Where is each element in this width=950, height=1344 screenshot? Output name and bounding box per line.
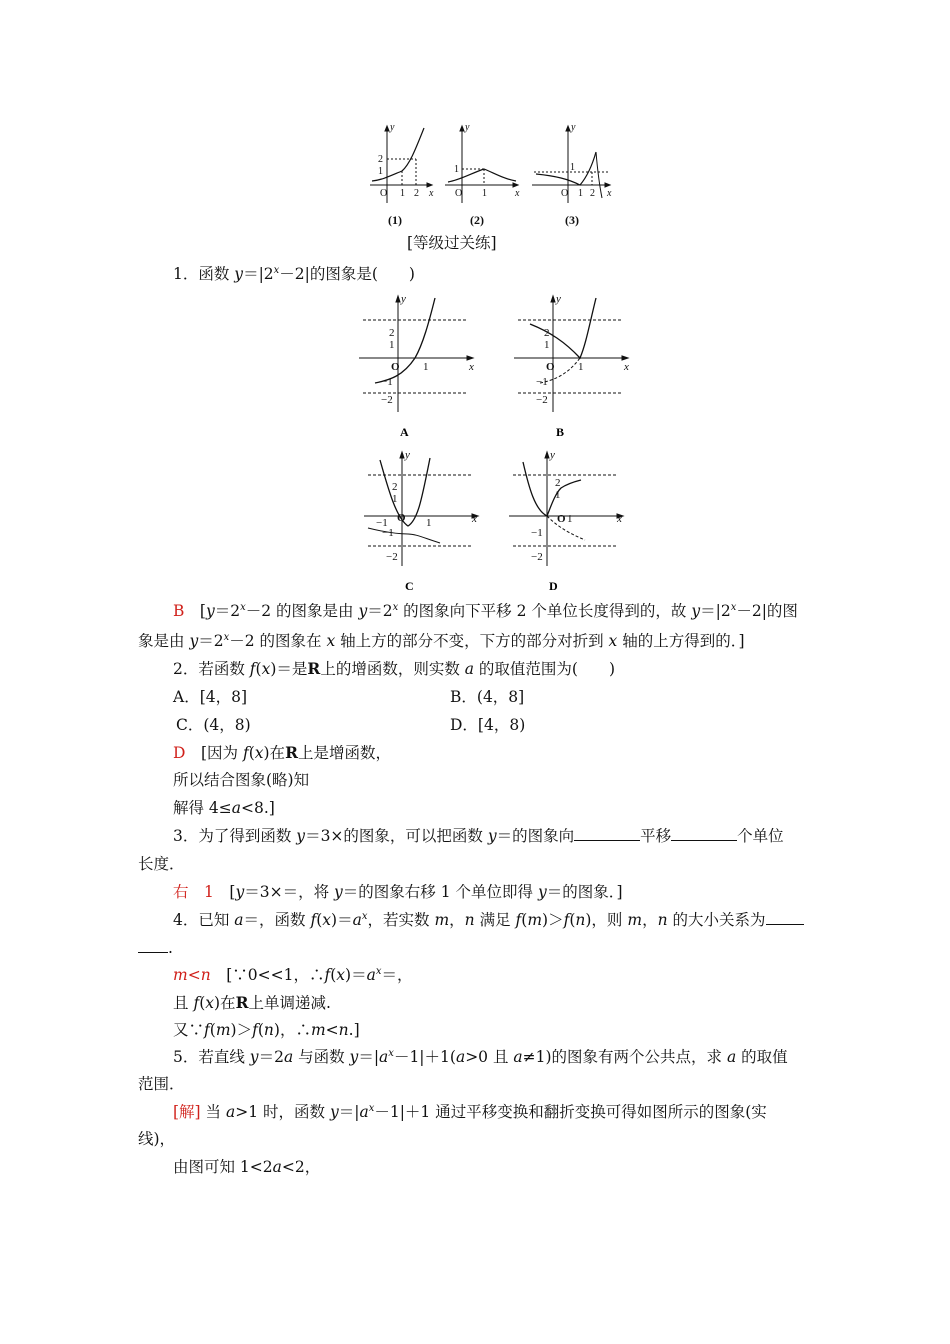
svg-text:y: y	[405, 449, 410, 461]
svg-text:x: x	[617, 513, 622, 525]
svg-text:1: 1	[389, 339, 395, 351]
p3-tick-y1: 1	[570, 162, 575, 173]
q2-option-b: B．(4，8]	[450, 688, 525, 706]
svg-text:−2: −2	[531, 551, 543, 563]
q4-stem-line2: .	[138, 937, 173, 959]
svg-text:2: 2	[555, 477, 561, 489]
option-b-label: B	[556, 425, 565, 439]
q2-stem: 2．若函数 f(x)＝是R上的增函数，则实数 a 的取值范围为( )	[173, 659, 616, 678]
svg-text:−1: −1	[531, 527, 543, 539]
option-d-graph	[505, 448, 630, 596]
option-a-label: A	[400, 425, 409, 439]
q3-stem-line2: 长度．	[138, 855, 185, 873]
svg-text:1: 1	[426, 517, 432, 529]
svg-text:−1: −1	[376, 517, 388, 529]
svg-text:O: O	[546, 361, 555, 373]
section-title: [等级过关练]	[407, 234, 497, 252]
q4-stem: 4．已知 a＝，函数 $f(x)=a^x$，若实数 m，n 满足 f(m)＞f(n)，则 m，n 的大小关系为	[173, 909, 804, 931]
panel-label-1: (1)	[388, 213, 402, 227]
q5-stem: 5．若直线 y＝2a 与函数 $y=|a^x-1|+1(a>0$ 且 a≠1)的图象有两个公共点，求 a 的取值	[173, 1047, 788, 1066]
svg-text:y: y	[556, 293, 561, 305]
q4-solution-line1: m<n [∵0<<1，$\therefore f(x)=a^x=$，	[173, 965, 413, 984]
p3-tick-x2: 2	[590, 188, 595, 199]
svg-text:−2: −2	[381, 394, 393, 406]
svg-text:y: y	[465, 122, 470, 133]
svg-text:O: O	[397, 512, 406, 524]
svg-text:x: x	[469, 361, 474, 373]
q3-solution: 右 1 [y＝3×＝，将 y＝的图象右移 1 个单位即得 y＝的图象．]	[173, 883, 623, 901]
option-d-label: D	[549, 579, 558, 593]
q3-answer-direction: 右	[173, 883, 189, 901]
svg-text:2: 2	[392, 481, 398, 493]
svg-text:y: y	[550, 449, 555, 461]
svg-text:1: 1	[544, 339, 550, 351]
svg-text:y: y	[390, 122, 395, 133]
p1-tick-x2: 2	[414, 188, 419, 199]
svg-text:−1: −1	[382, 527, 394, 539]
top-figure	[360, 118, 620, 230]
p1-tick-y-top: 2	[378, 154, 383, 165]
option-c-label: C	[405, 579, 414, 593]
q5-solution-line3: 由图可知 1<2a<2，	[173, 1158, 321, 1176]
svg-text:x: x	[429, 188, 434, 199]
q1-explain-line1: B [$y=2^x-2$ 的图象是由 $y=2^x$ 的图象向下平移 2 个单位长度得到的，故 $y=|2^x-2|$的图	[173, 601, 798, 620]
svg-text:O: O	[380, 188, 388, 199]
q3-stem: 3．为了得到函数 y＝3×的图象，可以把函数 y＝的图象向 平移 个单位	[173, 827, 784, 845]
svg-text:x: x	[607, 188, 612, 199]
svg-text:2: 2	[389, 327, 395, 339]
svg-text:−2: −2	[536, 394, 548, 406]
svg-text:−1: −1	[536, 376, 548, 388]
svg-text:1: 1	[555, 489, 561, 501]
svg-text:1: 1	[423, 361, 429, 373]
svg-text:y: y	[401, 293, 406, 305]
panel-label-2: (2)	[470, 213, 484, 227]
q2-option-c: C．(4，8)	[176, 716, 251, 734]
q5-stem-line2: 范围．	[138, 1075, 185, 1093]
p3-tick-x1: 1	[578, 188, 583, 199]
q4-solution-line3: 又∵f(m)＞f(n)，∴m<n.]	[173, 1021, 360, 1039]
option-a-graph	[355, 292, 480, 442]
svg-text:O: O	[391, 361, 400, 373]
option-c-graph	[360, 448, 485, 596]
q2-solution-line2: 所以结合图象(略)知	[173, 771, 310, 789]
q1-explain-line2: 象是由 $y=2^x-2$ 的图象在 x 轴上方的部分不变，下方的部分对折到 x 轴的上方得到的．]	[138, 631, 745, 650]
q2-solution-line1: D [因为 f(x)在R上是增函数，	[173, 743, 391, 762]
q3-answer-number: 1	[204, 883, 214, 901]
q2-option-d: D．[4，8)	[450, 716, 526, 734]
svg-text:x: x	[472, 513, 477, 525]
q4-solution-line2: 且 f(x)在R上单调递减.	[173, 993, 331, 1012]
p1-tick-x1: 1	[400, 188, 405, 199]
svg-text:1: 1	[392, 493, 398, 505]
svg-text:1: 1	[567, 513, 573, 525]
svg-text:y: y	[571, 122, 576, 133]
svg-text:2: 2	[544, 327, 550, 339]
q2-solution-line3: 解得 4≤a<8.]	[173, 799, 275, 817]
q2-option-a: A．[4，8]	[173, 688, 248, 706]
p2-tick-x1: 1	[482, 188, 487, 199]
svg-text:−1: −1	[381, 376, 393, 388]
q2-answer: D	[173, 744, 186, 762]
svg-text:1: 1	[578, 361, 584, 373]
svg-text:O: O	[557, 513, 566, 525]
q4-answer: m<n	[173, 966, 211, 984]
svg-text:O: O	[561, 188, 569, 199]
p1-tick-y-mid: 1	[378, 166, 383, 177]
svg-text:O: O	[455, 188, 463, 199]
svg-text:x: x	[624, 361, 629, 373]
q5-solution-line1: [解] 当 a>1 时，函数 $y=|a^x-1|+1$ 通过平移变换和翻折变换可得如图所示的图象(实	[173, 1102, 767, 1121]
q1-answer: B	[173, 602, 185, 620]
q5-solution-tag: [解]	[173, 1103, 201, 1121]
svg-text:x: x	[515, 188, 520, 199]
svg-text:−2: −2	[386, 551, 398, 563]
q5-solution-line2: 线)，	[138, 1130, 176, 1148]
q1-stem: 1．函数 $y=|2^x-2|$的图象是( )	[173, 264, 415, 283]
option-b-graph	[510, 292, 635, 442]
panel-label-3: (3)	[565, 213, 579, 227]
p2-tick-y1: 1	[454, 164, 459, 175]
